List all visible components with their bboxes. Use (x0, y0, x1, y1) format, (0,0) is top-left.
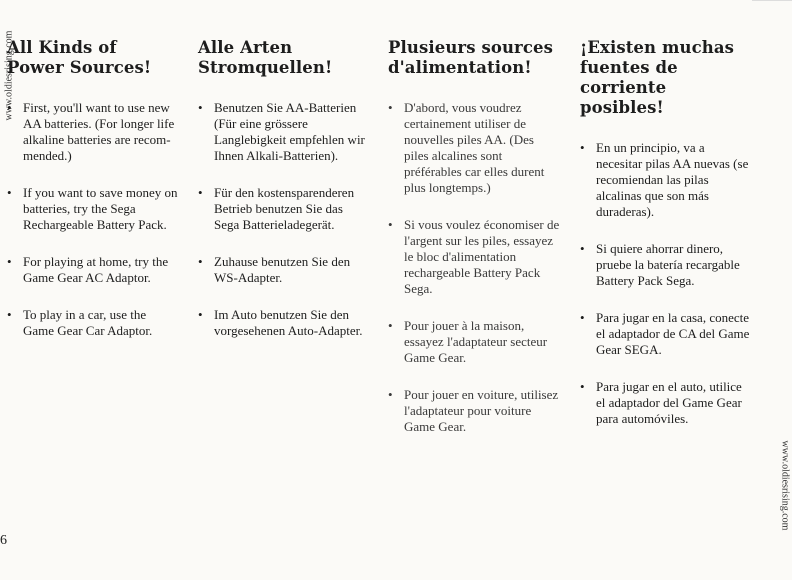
list-item: • For playing at home, try the Game Gear AC Adaptor. (7, 254, 179, 286)
list-item: • Pour jouer à la maison, essayez l'adaptateur secteur Game Gear. (388, 318, 560, 366)
list-item: • En un principio, va a necesitar pilas AA nuevas (se recomiendan las pilas alcalinas que son más duraderas). (580, 140, 752, 220)
list-item: • Para jugar en el auto, utilice el adaptador del Game Gear para automóviles. (580, 379, 752, 427)
column-french (388, 38, 560, 456)
watermark-left: www.oldiesrising.com (3, 30, 15, 121)
bullet-list (198, 100, 368, 339)
list-item: • Si vous voulez économiser de l'argent sur les piles, essayez le bloc d'alimentation rechargeable Battery Pack Sega. (388, 217, 560, 297)
bullet-list (388, 100, 560, 435)
list-item: • To play in a car, use the Game Gear Car Adaptor. (7, 307, 179, 339)
list-item: • Für den kostensparenderen Betrieb benutzen Sie das Sega Batterieladegerät. (198, 185, 368, 233)
list-item: • Zuhause benutzen Sie den WS-Adapter. (198, 254, 368, 286)
column-title: Alle Arten Stromquellen! (198, 38, 333, 77)
column-title: ¡Existen muchas fuentes de corriente posibles! (580, 38, 735, 117)
list-item: • First, you'll want to use new AA batteries. (For longer life alkaline batteries are recom- mended.) (7, 100, 179, 164)
bullet-list (7, 100, 179, 339)
column-german (198, 38, 368, 360)
page-number: 6 (0, 533, 7, 548)
bullet-list (580, 140, 752, 427)
column-title: Plusieurs sources d'alimentation! (388, 38, 553, 77)
list-item: • Benutzen Sie AA-Batterien (Für eine grössere Langlebigkeit empfehlen wir Ihnen Alkali-Batterien). (198, 100, 368, 164)
list-item: • Im Auto benutzen Sie den vorgesehenen Auto-Adapter. (198, 307, 368, 339)
list-item: • If you want to save money on batteries, try the Sega Rechargeable Battery Pack. (7, 185, 179, 233)
list-item: • Si quiere ahorrar dinero, pruebe la batería recargable Battery Pack Sega. (580, 241, 752, 289)
list-item: • D'abord, vous voudrez certainement utiliser de nouvelles piles AA. (Des piles alcalines sont préférables car elles durent plus longtemps.) (388, 100, 560, 196)
page-edge (752, 0, 792, 7)
list-item: • Pour jouer en voiture, utilisez l'adaptateur pour voiture Game Gear. (388, 387, 560, 435)
list-item: • Para jugar en la casa, conecte el adaptador de CA del Game Gear SEGA. (580, 310, 752, 358)
column-title: All Kinds of Power Sources! (7, 38, 152, 77)
column-english (7, 38, 179, 360)
column-spanish (580, 38, 752, 448)
watermark-right: www.oldiesrising.com (779, 440, 791, 531)
